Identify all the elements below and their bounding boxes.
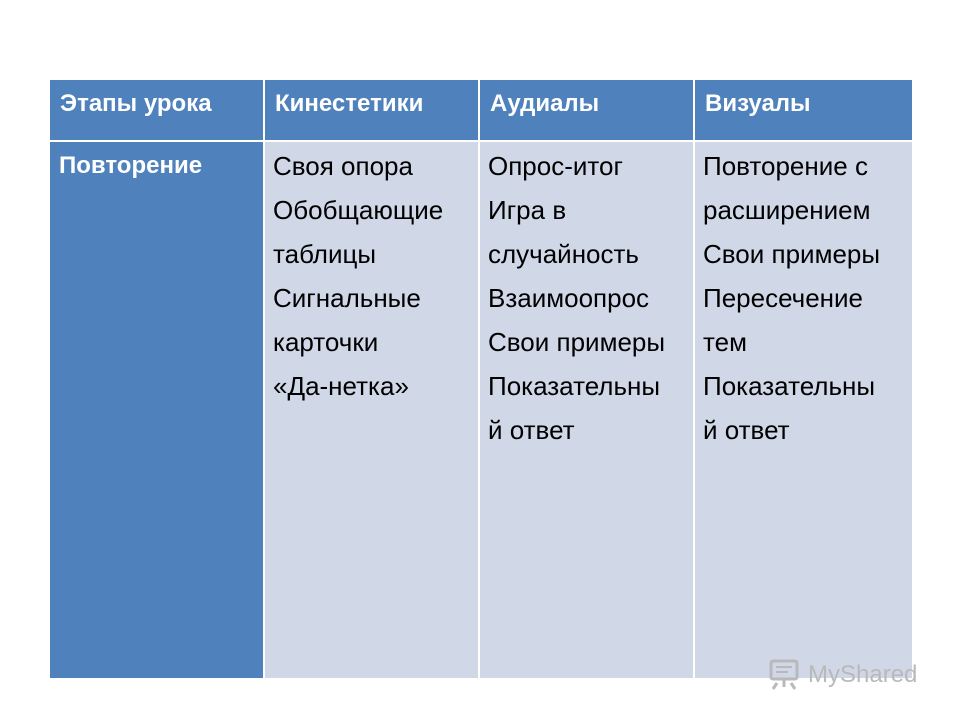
header-cell-stages: Этапы урока [50,80,263,140]
cell-line: карточки [273,327,379,357]
cell-line: расширением [703,195,871,225]
cell-line: Свои примеры [703,239,881,269]
cell-line: Игра в [488,195,567,225]
table-row [50,142,912,678]
cell-line: Пересечение [703,283,864,313]
lesson-table [50,80,912,678]
watermark-text: MyShared [808,661,918,688]
cell-line: тем [703,327,747,357]
cell-line: Сигнальные [273,283,421,313]
header-cell-visual: Визуалы [695,80,912,140]
cell-line: й ответ [488,415,575,445]
visual-cell [695,142,912,678]
header-cell-kinesthetic: Кинестетики [265,80,478,140]
stage-cell: Повторение [50,142,263,678]
myshared-watermark [768,655,928,695]
header-cell-auditory: Аудиалы [480,80,693,140]
presentation-board-icon [768,657,802,696]
cell-line: Показательны [488,371,661,401]
cell-line: таблицы [273,239,377,269]
cell-line: Взаимоопрос [488,283,650,313]
cell-line: «Да-нетка» [273,371,409,401]
cell-line: Свои примеры [488,327,666,357]
cell-line: й ответ [703,415,790,445]
kinesthetic-cell [265,142,478,678]
table-header-row [50,80,912,140]
auditory-cell [480,142,693,678]
cell-line: Своя опора [273,151,413,181]
cell-line: Показательны [703,371,876,401]
cell-line: случайность [488,239,639,269]
cell-line: Опрос-итог [488,151,623,181]
cell-line: Повторение с [703,151,868,181]
cell-line: Обобщающие [273,195,444,225]
